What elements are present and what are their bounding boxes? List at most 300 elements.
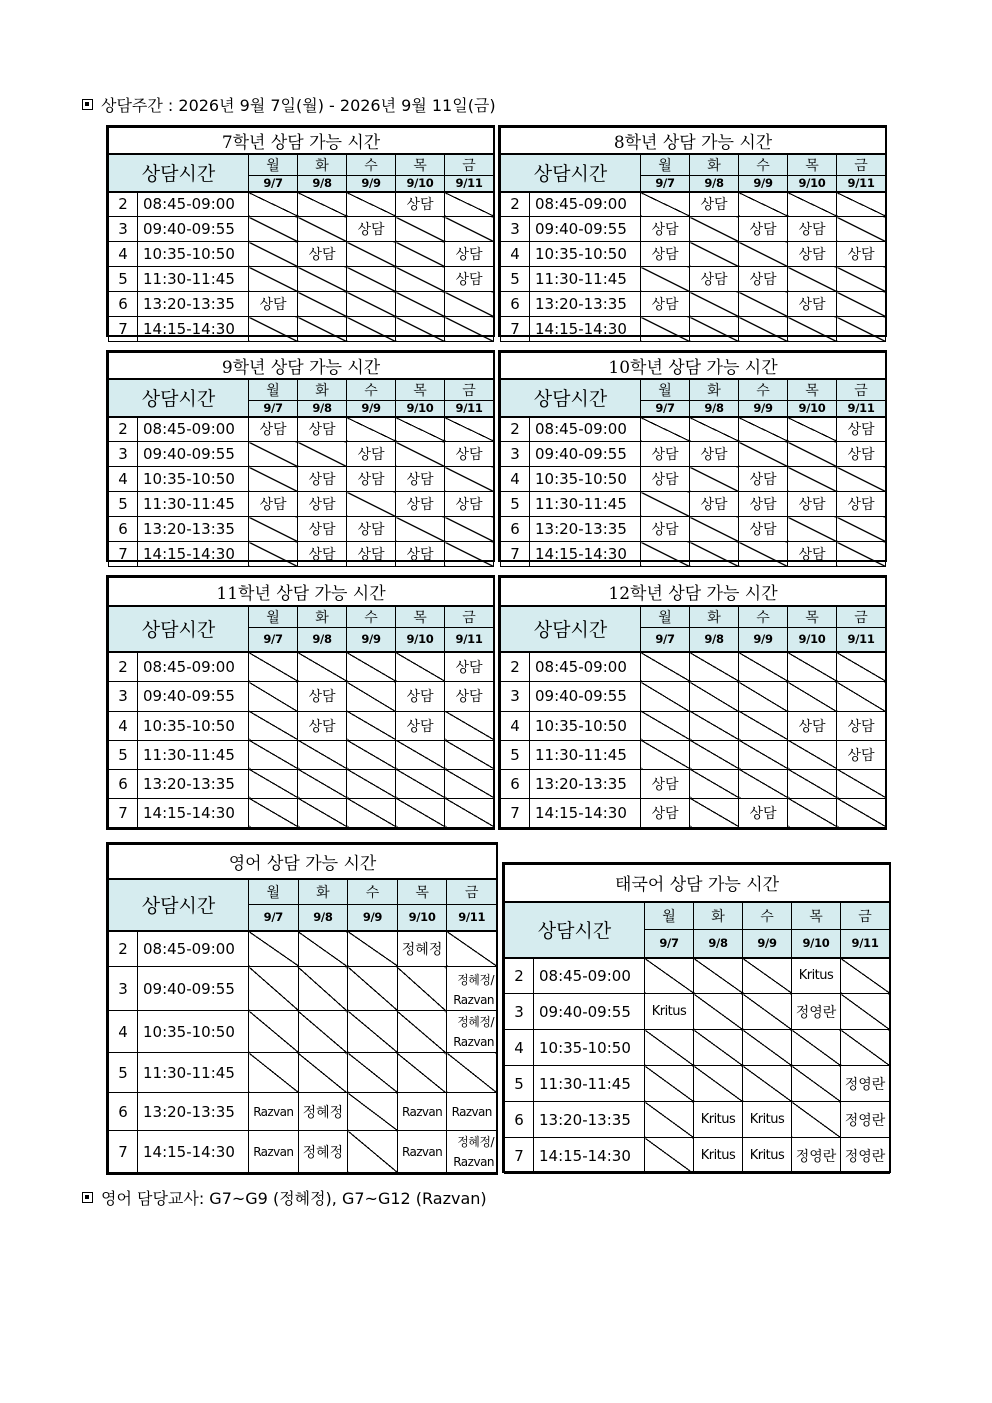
period-time: 14:15-14:30 [138,317,249,342]
period-time: 11:30-11:45 [138,1053,249,1093]
time-column-header: 상담시간 [501,379,641,417]
day-header: 금 [841,902,890,930]
unavailable-slot [837,292,886,317]
unavailable-slot [249,267,298,292]
period-number: 5 [501,740,530,769]
unavailable-slot [298,442,347,467]
table-title: 태국어 상담 가능 시간 [505,865,890,902]
available-slot: 상담 [249,417,298,442]
unavailable-slot [690,317,739,342]
grade9-table [106,350,495,562]
unavailable-slot [837,652,886,682]
day-header: 화 [694,902,743,930]
period-time: 10:35-10:50 [138,467,249,492]
unavailable-slot [347,798,396,827]
period-time: 08:45-09:00 [534,958,645,994]
unavailable-slot [690,542,739,567]
unavailable-slot [447,1053,497,1093]
unavailable-slot [739,740,788,769]
unavailable-slot [739,711,788,740]
period-time: 10:35-10:50 [530,467,641,492]
unavailable-slot [249,467,298,492]
date-header: 9/8 [690,176,739,192]
period-time: 09:40-09:55 [138,442,249,467]
date-header: 9/9 [347,628,396,652]
unavailable-slot [837,317,886,342]
table-title: 12학년 상담 가능 시간 [501,578,886,606]
period-number: 3 [505,994,534,1030]
unavailable-slot [249,1053,299,1093]
date-header: 9/8 [690,628,739,652]
unavailable-slot [396,317,445,342]
available-slot: 상담 [347,517,396,542]
available-slot: 상담 [739,267,788,292]
unavailable-slot [690,242,739,267]
unavailable-slot [690,740,739,769]
period-number: 6 [109,517,138,542]
grade10-table [498,350,887,562]
available-slot: 상담 [641,467,690,492]
day-header: 수 [347,379,396,401]
available-slot: 상담 [298,417,347,442]
unavailable-slot [837,217,886,242]
unavailable-slot [739,242,788,267]
grade11-table [106,575,495,830]
period-number: 6 [501,769,530,798]
unavailable-slot [788,317,837,342]
bullet-square-icon [82,1192,93,1203]
unavailable-slot [690,769,739,798]
table-row [109,682,494,711]
available-slot: 상담 [347,217,396,242]
teacher-note [82,1186,487,1209]
period-time: 11:30-11:45 [530,740,641,769]
unavailable-slot [347,267,396,292]
period-number: 2 [109,192,138,217]
available-slot: 상담 [641,217,690,242]
date-header: 9/8 [298,905,348,931]
time-column-header: 상담시간 [109,879,249,931]
unavailable-slot [690,417,739,442]
available-slot: 상담 [396,192,445,217]
period-number: 7 [109,542,138,567]
available-slot: 상담 [396,492,445,517]
table-row [109,242,494,267]
available-slot: 정혜정 [397,931,447,967]
table-row [501,417,886,442]
unavailable-slot [397,1053,447,1093]
available-slot: 상담 [445,242,494,267]
day-header: 목 [397,879,447,905]
period-time: 09:40-09:55 [530,682,641,711]
period-number: 3 [501,682,530,711]
unavailable-slot [348,1011,398,1053]
unavailable-slot [739,317,788,342]
available-slot: 상담 [641,292,690,317]
unavailable-slot [298,1053,348,1093]
unavailable-slot [249,217,298,242]
unavailable-slot [739,652,788,682]
unavailable-slot [249,769,298,798]
day-header: 수 [739,379,788,401]
period-time: 10:35-10:50 [138,242,249,267]
available-slot: 상담 [641,517,690,542]
day-header: 수 [348,879,398,905]
period-number: 6 [109,769,138,798]
available-slot: 상담 [739,492,788,517]
day-header: 화 [298,606,347,628]
schedule-grid [504,864,890,1174]
available-slot: 상담 [298,242,347,267]
period-time: 11:30-11:45 [530,492,641,517]
period-number: 2 [501,652,530,682]
period-time: 14:15-14:30 [138,1131,249,1173]
available-slot: 상담 [298,467,347,492]
period-number: 4 [109,467,138,492]
unavailable-slot [249,798,298,827]
unavailable-slot [348,1093,398,1131]
period-number: 3 [501,217,530,242]
unavailable-slot [445,769,494,798]
table-row [501,242,886,267]
available-slot: 상담 [739,217,788,242]
unavailable-slot [739,542,788,567]
available-slot: 상담 [298,542,347,567]
day-header: 화 [298,154,347,176]
teacher-note-text: 영어 담당교사: G7~G9 (정혜정), G7~G12 (Razvan) [101,1189,487,1208]
unavailable-slot [396,217,445,242]
period-time: 13:20-13:35 [138,769,249,798]
table-row [109,517,494,542]
unavailable-slot [641,682,690,711]
schedule-grid [108,577,494,828]
date-header: 9/7 [641,628,690,652]
unavailable-slot [743,994,792,1030]
unavailable-slot [743,1030,792,1066]
period-time: 09:40-09:55 [138,967,249,1011]
available-slot: 상담 [298,492,347,517]
period-time: 09:40-09:55 [534,994,645,1030]
unavailable-slot [641,267,690,292]
period-time: 10:35-10:50 [530,711,641,740]
unavailable-slot [298,740,347,769]
unavailable-slot [694,1066,743,1102]
period-time: 10:35-10:50 [138,1011,249,1053]
day-header: 수 [743,902,792,930]
unavailable-slot [739,417,788,442]
period-time: 14:15-14:30 [138,542,249,567]
unavailable-slot [347,292,396,317]
date-header: 9/10 [788,401,837,417]
period-number: 3 [501,442,530,467]
table-title: 7학년 상담 가능 시간 [109,128,494,155]
table-row [501,492,886,517]
unavailable-slot [348,1131,398,1173]
period-time: 14:15-14:30 [530,317,641,342]
period-time: 11:30-11:45 [138,267,249,292]
available-slot: 정영란 [792,1138,841,1174]
period-time: 14:15-14:30 [530,542,641,567]
unavailable-slot [249,652,298,682]
unavailable-slot [447,931,497,967]
table-row [501,217,886,242]
unavailable-slot [837,682,886,711]
table-row [109,467,494,492]
available-slot: 상담 [837,492,886,517]
table-title: 9학년 상담 가능 시간 [109,353,494,380]
day-header: 금 [447,879,497,905]
slot-teacher-line: 정혜정/ [457,1015,495,1029]
unavailable-slot [792,1030,841,1066]
unavailable-slot [348,1053,398,1093]
period-time: 08:45-09:00 [530,192,641,217]
period-number: 4 [505,1030,534,1066]
unavailable-slot [837,467,886,492]
period-time: 09:40-09:55 [530,217,641,242]
available-slot: 상담 [445,267,494,292]
time-column-header: 상담시간 [109,606,249,652]
unavailable-slot [641,192,690,217]
table-row [109,492,494,517]
schedule-grid [108,844,497,1173]
table-row [505,1030,890,1066]
day-header: 수 [739,154,788,176]
period-time: 13:20-13:35 [138,292,249,317]
unavailable-slot [396,798,445,827]
available-slot: 상담 [837,242,886,267]
period-number: 7 [501,317,530,342]
table-row [109,542,494,567]
unavailable-slot [788,467,837,492]
table-row [501,652,886,682]
unavailable-slot [249,517,298,542]
table-row [505,1066,890,1102]
period-number: 5 [505,1066,534,1102]
unavailable-slot [298,652,347,682]
unavailable-slot [641,711,690,740]
day-header: 화 [298,379,347,401]
available-slot: Kritus [694,1138,743,1174]
unavailable-slot [249,682,298,711]
period-time: 13:20-13:35 [138,1093,249,1131]
unavailable-slot [837,769,886,798]
period-time: 13:20-13:35 [530,292,641,317]
unavailable-slot [792,1102,841,1138]
unavailable-slot [445,192,494,217]
period-number: 4 [501,711,530,740]
table-row [501,292,886,317]
unavailable-slot [641,417,690,442]
unavailable-slot [841,958,890,994]
available-slot: 상담 [739,517,788,542]
table-row [505,1138,890,1174]
available-slot [447,1011,497,1053]
available-slot: 상담 [641,769,690,798]
period-number: 4 [501,242,530,267]
available-slot: 상담 [396,711,445,740]
day-header: 금 [445,379,494,401]
unavailable-slot [445,798,494,827]
table-row [505,994,890,1030]
period-number: 2 [109,931,138,967]
unavailable-slot [739,192,788,217]
table-row [501,542,886,567]
available-slot: 정혜정 [298,1131,348,1173]
date-header: 9/10 [788,176,837,192]
period-number: 4 [109,1011,138,1053]
available-slot: 상담 [641,442,690,467]
period-time: 13:20-13:35 [534,1102,645,1138]
table-row [109,192,494,217]
unavailable-slot [396,267,445,292]
available-slot: Kritus [792,958,841,994]
unavailable-slot [445,317,494,342]
unavailable-slot [743,958,792,994]
table-row [501,317,886,342]
day-header: 금 [837,379,886,401]
date-header: 9/7 [641,401,690,417]
period-number: 2 [501,417,530,442]
date-header: 9/9 [739,176,788,192]
available-slot: 상담 [837,417,886,442]
period-time: 09:40-09:55 [138,217,249,242]
day-header: 월 [249,606,298,628]
date-header: 9/8 [298,628,347,652]
unavailable-slot [690,711,739,740]
unavailable-slot [298,769,347,798]
date-header: 9/11 [841,930,890,958]
day-header: 수 [347,606,396,628]
period-time: 10:35-10:50 [530,242,641,267]
available-slot: 상담 [788,711,837,740]
period-number: 7 [109,317,138,342]
period-time: 14:15-14:30 [530,798,641,827]
period-time: 08:45-09:00 [138,417,249,442]
table-row [109,769,494,798]
available-slot: 상담 [396,682,445,711]
day-header: 수 [739,606,788,628]
available-slot: 상담 [445,682,494,711]
unavailable-slot [837,267,886,292]
unavailable-slot [249,931,299,967]
date-header: 9/8 [690,401,739,417]
unavailable-slot [788,192,837,217]
day-header: 목 [788,154,837,176]
table-row [505,1102,890,1138]
period-number: 6 [505,1102,534,1138]
day-header: 월 [641,606,690,628]
date-header: 9/7 [249,401,298,417]
unavailable-slot [641,492,690,517]
table-row [501,682,886,711]
period-time: 10:35-10:50 [138,711,249,740]
schedule-grid [500,127,886,342]
unavailable-slot [837,517,886,542]
time-column-header: 상담시간 [505,902,645,958]
available-slot: 상담 [739,798,788,827]
date-header: 9/10 [792,930,841,958]
period-time: 11:30-11:45 [530,267,641,292]
date-header: 9/9 [743,930,792,958]
date-header: 9/7 [641,176,690,192]
date-header: 9/7 [645,930,694,958]
period-time: 14:15-14:30 [138,798,249,827]
unavailable-slot [347,769,396,798]
grade8-table [498,125,887,337]
unavailable-slot [641,740,690,769]
unavailable-slot [690,517,739,542]
available-slot [447,967,497,1011]
available-slot: Razvan [447,1093,497,1131]
schedule-grid [500,352,886,567]
period-time: 11:30-11:45 [138,740,249,769]
unavailable-slot [837,542,886,567]
unavailable-slot [347,492,396,517]
available-slot: 상담 [396,542,445,567]
english-table [106,842,498,1175]
period-number: 6 [109,292,138,317]
period-time: 10:35-10:50 [534,1030,645,1066]
table-row [109,931,497,967]
table-row [109,798,494,827]
available-slot: 정영란 [841,1138,890,1174]
available-slot: 상담 [445,442,494,467]
unavailable-slot [739,769,788,798]
slot-teacher-line: Razvan [453,1155,495,1169]
unavailable-slot [788,267,837,292]
available-slot: 상담 [690,492,739,517]
available-slot: Kritus [743,1102,792,1138]
date-header: 9/11 [837,628,886,652]
slot-teacher-line: 정혜정/ [457,1135,495,1149]
thai-table [502,862,891,1173]
unavailable-slot [347,682,396,711]
available-slot: 상담 [641,242,690,267]
period-time: 11:30-11:45 [138,492,249,517]
unavailable-slot [249,317,298,342]
unavailable-slot [694,994,743,1030]
unavailable-slot [249,542,298,567]
period-number: 5 [109,267,138,292]
unavailable-slot [445,542,494,567]
unavailable-slot [397,967,447,1011]
unavailable-slot [445,417,494,442]
date-header: 9/10 [396,628,445,652]
time-column-header: 상담시간 [109,154,249,192]
unavailable-slot [690,292,739,317]
date-header: 9/11 [445,401,494,417]
date-header: 9/10 [396,176,445,192]
unavailable-slot [837,192,886,217]
day-header: 월 [249,379,298,401]
available-slot: 정영란 [792,994,841,1030]
unavailable-slot [841,1030,890,1066]
day-header: 월 [249,154,298,176]
unavailable-slot [347,417,396,442]
day-header: 월 [641,379,690,401]
available-slot: 상담 [788,292,837,317]
period-time: 13:20-13:35 [138,517,249,542]
date-header: 9/9 [739,401,788,417]
period-time: 08:45-09:00 [530,417,641,442]
table-row [501,798,886,827]
unavailable-slot [690,682,739,711]
unavailable-slot [396,442,445,467]
unavailable-slot [645,1030,694,1066]
schedule-grid [108,352,494,567]
unavailable-slot [249,242,298,267]
available-slot: 상담 [298,517,347,542]
